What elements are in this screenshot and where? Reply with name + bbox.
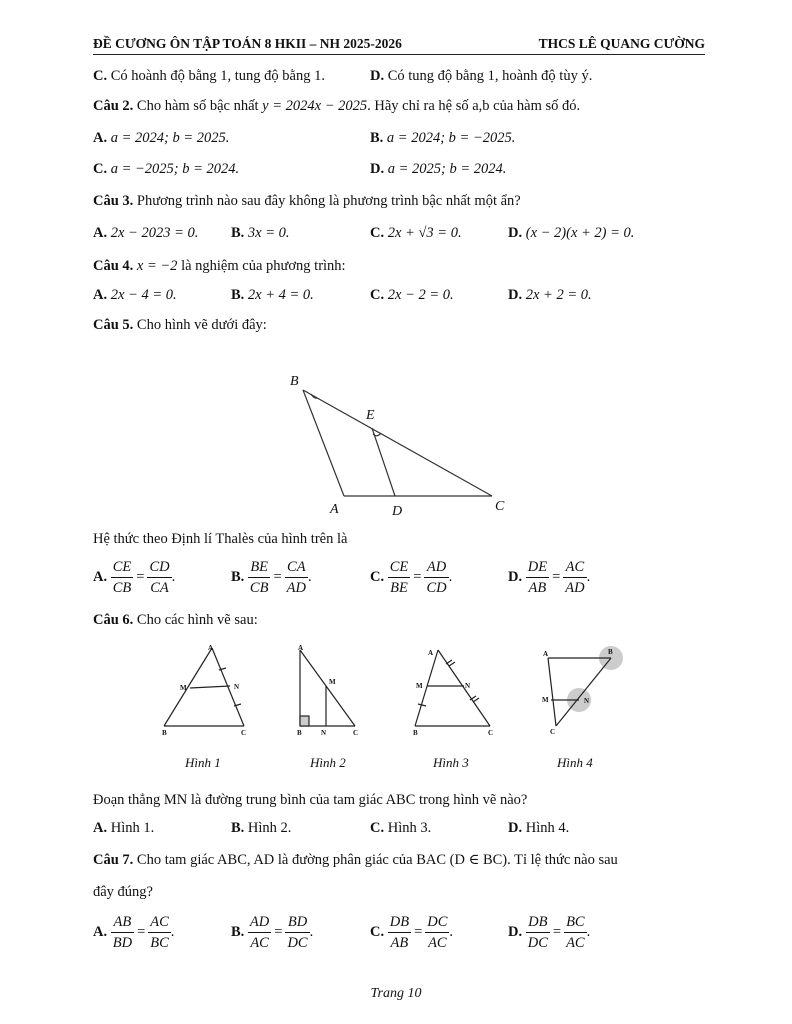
q7-option-c: C. $\frac{DB}{AB}$ = $\frac{DC}{AC}$ . <box>370 914 454 951</box>
svg-text:A: A <box>208 644 214 652</box>
q6-option-a: A. Hình 1. <box>93 820 155 836</box>
q3-stem: Câu 3. Phương trình nào sau đây không là phương trình bậc nhất một ẩn? <box>93 193 521 209</box>
q5-prompt: Hệ thức theo Định lí Thalès của hình trên là <box>93 531 348 547</box>
q7-option-b: B. $\frac{AD}{AC}$ = $\frac{BD}{DC}$ . <box>231 914 314 951</box>
point-c-label: C <box>495 499 505 514</box>
q6-option-d: D. Hình 4. <box>508 820 570 836</box>
q2-option-a: A. a = 2024; b = 2025. <box>93 130 230 146</box>
svg-text:C: C <box>353 729 359 737</box>
point-b-label: B <box>290 374 299 389</box>
q5-stem: Câu 5. Cho hình vẽ dưới đây: <box>93 317 267 333</box>
q7-stem: Câu 7. Cho tam giác ABC, AD là đường phân giác của BAC (D ∈ BC). Tỉ lệ thức nào sau <box>93 852 618 868</box>
svg-text:A: A <box>428 649 434 657</box>
svg-text:B: B <box>162 729 167 737</box>
svg-text:N: N <box>465 682 471 690</box>
q2-option-b: B. a = 2024; b = −2025. <box>370 130 516 146</box>
q6-option-b: B. Hình 2. <box>231 820 292 836</box>
q5-option-c: C. $\frac{CE}{BE}$ = $\frac{AD}{CD}$ . <box>370 559 453 596</box>
point-e-label: E <box>366 408 375 423</box>
svg-text:B: B <box>297 729 302 737</box>
q3-option-a: A. 2x − 2023 = 0. <box>93 225 199 241</box>
q4-stem: Câu 4. x = −2 là nghiệm của phương trình: <box>93 258 346 274</box>
q6-option-c: C. Hình 3. <box>370 820 432 836</box>
q6-prompt: Đoạn thẳng MN là đường trung bình của tam giác ABC trong hình vẽ nào? <box>93 792 528 808</box>
svg-text:M: M <box>416 682 423 690</box>
svg-text:M: M <box>542 696 549 704</box>
q1-option-d: D. Có tung độ bằng 1, hoành độ tùy ý. <box>370 68 593 84</box>
header-left: ĐỀ CƯƠNG ÔN TẬP TOÁN 8 HKII – NH 2025-2026 <box>93 36 402 51</box>
header-right: THCS LÊ QUANG CƯỜNG <box>538 36 705 51</box>
svg-text:B: B <box>608 648 613 656</box>
caption-hinh-4: Hình 4 <box>557 755 593 770</box>
q4-option-a: A. 2x − 4 = 0. <box>93 287 177 303</box>
svg-text:M: M <box>329 678 336 686</box>
q3-option-c: C. 2x + √3 = 0. <box>370 225 462 241</box>
page-footer: Trang 10 <box>370 986 422 1001</box>
svg-text:N: N <box>584 697 590 705</box>
q5-option-d: D. $\frac{DE}{AB}$ = $\frac{AC}{AD}$ . <box>508 559 591 596</box>
svg-text:C: C <box>241 729 247 737</box>
page-header <box>93 34 705 55</box>
svg-text:A: A <box>298 644 304 652</box>
q7-stem-cont: đây đúng? <box>93 884 153 900</box>
q2-option-c: C. a = −2025; b = 2024. <box>93 161 240 177</box>
q6-stem: Câu 6. Cho các hình vẽ sau: <box>93 612 258 628</box>
q2-option-d: D. a = 2025; b = 2024. <box>370 161 507 177</box>
svg-text:M: M <box>180 684 187 692</box>
svg-text:B: B <box>413 729 418 737</box>
q1-option-c: C. Có hoành độ bằng 1, tung độ bằng 1. <box>93 68 325 84</box>
q7-option-a: A. $\frac{AB}{BD}$ = $\frac{AC}{BC}$ . <box>93 914 175 951</box>
q6-figures <box>150 640 640 740</box>
svg-text:A: A <box>543 650 549 658</box>
q5-figure <box>270 360 520 525</box>
q2-stem: Câu 2. Cho hàm số bậc nhất y = 2024x − 2025. Hãy chỉ ra hệ số a,b của hàm số đó. <box>93 98 581 114</box>
point-d-label: D <box>392 504 403 519</box>
q4-option-b: B. 2x + 4 = 0. <box>231 287 314 303</box>
q3-option-d: D. (x − 2)(x + 2) = 0. <box>508 225 635 241</box>
caption-hinh-3: Hình 3 <box>433 755 469 770</box>
caption-hinh-1: Hình 1 <box>185 755 221 770</box>
q4-option-d: D. 2x + 2 = 0. <box>508 287 592 303</box>
svg-text:N: N <box>321 729 327 737</box>
svg-text:C: C <box>488 729 494 737</box>
svg-text:C: C <box>550 728 556 736</box>
point-a-label: A <box>330 502 339 517</box>
q7-option-d: D. $\frac{DB}{DC}$ = $\frac{BC}{AC}$ . <box>508 914 591 951</box>
caption-hinh-2: Hình 2 <box>310 755 346 770</box>
q5-option-b: B. $\frac{BE}{CB}$ = $\frac{CA}{AD}$ . <box>231 559 312 596</box>
q5-option-a: A. $\frac{CE}{CB}$ = $\frac{CD}{CA}$ . <box>93 559 176 596</box>
svg-text:N: N <box>234 683 240 691</box>
q3-option-b: B. 3x = 0. <box>231 225 290 241</box>
q4-option-c: C. 2x − 2 = 0. <box>370 287 454 303</box>
